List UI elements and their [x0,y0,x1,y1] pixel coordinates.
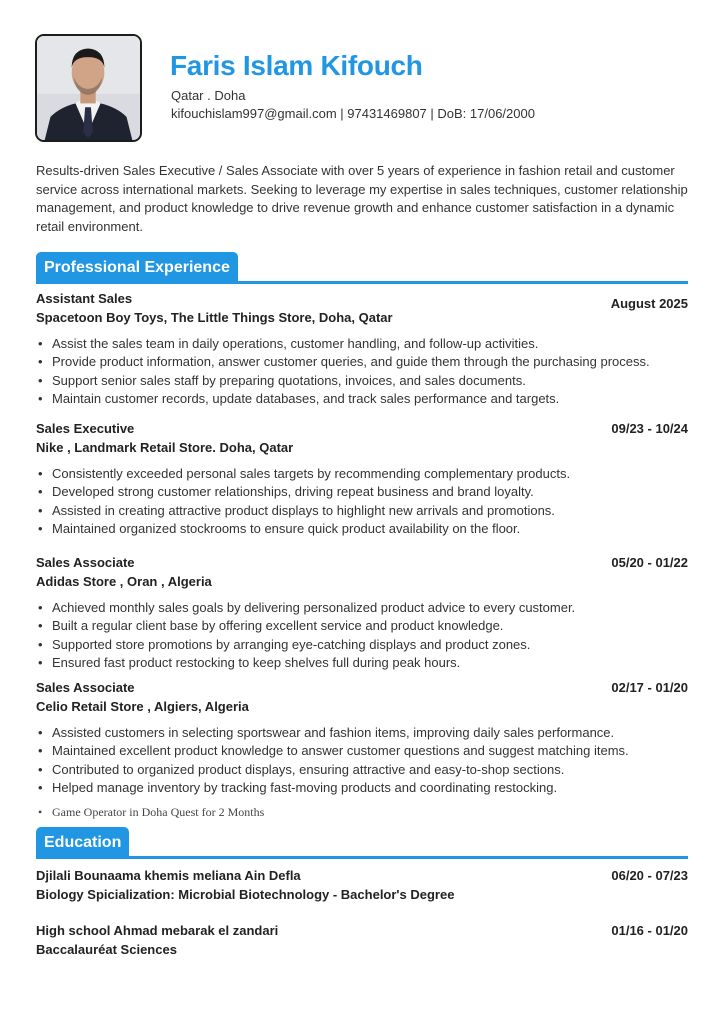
education-school: High school Ahmad mebarak el zandari [36,923,279,938]
list-item: • Supported store promotions by arranging eye-catching displays and product zones. [36,636,688,654]
education-entry [36,866,688,904]
list-item: • Contributed to organized product displays, ensuring attractive and easy-to-shop sections. [36,761,688,779]
list-item: • Maintained excellent product knowledge to answer customer questions and suggest matching items. [36,742,688,760]
list-item: • Ensured fast product restocking to keep shelves full during peak hours. [36,654,688,672]
job-entry [36,554,688,672]
job-date: August 2025 [610,296,688,311]
profile-photo [35,34,142,142]
job-entry [36,290,688,408]
section-divider [36,281,688,284]
list-item: • Achieved monthly sales goals by delivering personalized product advice to every customer. [36,599,688,617]
job-entry [36,420,688,538]
person-portrait-icon [37,36,140,140]
job-date: 02/17 - 01/20 [611,680,688,695]
education-degree: Biology Spicialization: Microbial Biotechnology - Bachelor's Degree [36,887,455,902]
list-item: • Assist the sales team in daily operations, customer handling, and follow-up activities. [36,335,688,353]
education-degree: Baccalauréat Sciences [36,942,177,957]
job-company: Adidas Store , Oran , Algeria [36,574,212,589]
list-item: • Maintain customer records, update databases, and track sales performance and targets. [36,390,688,408]
job-title: Sales Executive [36,421,135,436]
job-company: Nike , Landmark Retail Store. Doha, Qatar [36,440,294,455]
job-date: 05/20 - 01/22 [611,555,688,570]
job-date: 09/23 - 10/24 [611,421,688,436]
list-item: • Developed strong customer relationships, driving repeat business and brand loyalty. [36,483,688,501]
candidate-contact: kifouchislam997@gmail.com | 97431469807 | DoB: 17/06/2000 [171,106,535,121]
education-date: 01/16 - 01/20 [611,923,688,938]
candidate-location: Qatar . Doha [171,88,246,103]
job-bullets [36,335,688,408]
section-divider [36,856,688,859]
job-bullets [36,724,688,797]
list-item: • Built a regular client base by offering excellent service and product knowledge. [36,617,688,635]
summary-paragraph: Results-driven Sales Executive / Sales Associate with over 5 years of experience in fashion retail and customer service across international markets. Seeking to leverage my expertise in sales techniques, customer relationship management, and product knowledge to drive revenue growth and enhance customer satisfaction in a dynamic retail environment. [36,163,688,234]
job-company: Celio Retail Store , Algiers, Algeria [36,699,249,714]
education-date: 06/20 - 07/23 [611,868,688,883]
job-entry [36,679,688,797]
list-item: • Assisted customers in selecting sportswear and fashion items, improving daily sales performance. [36,724,688,742]
list-item: • Consistently exceeded personal sales targets by recommending complementary products. [36,465,688,483]
education-section-header [36,827,688,859]
job-title: Assistant Sales [36,291,133,306]
list-item: • Provide product information, answer customer queries, and guide them through the purchasing process. [36,353,688,371]
extra-experience-item: • Game Operator in Doha Quest for 2 Months [36,805,264,820]
job-title: Sales Associate [36,555,135,570]
job-title: Sales Associate [36,680,135,695]
education-school: Djilali Bounaama khemis meliana Ain Defla [36,868,301,883]
list-item: • Maintained organized stockrooms to ensure quick product availability on the floor. [36,520,688,538]
education-entry [36,921,688,959]
candidate-name: Faris Islam Kifouch [170,50,423,81]
list-item: • Helped manage inventory by tracking fast-moving products and coordinating restocking. [36,779,688,797]
education-heading: Education [36,827,129,858]
experience-heading: Professional Experience [36,252,238,283]
list-item: • Assisted in creating attractive product displays to highlight new arrivals and promotions. [36,502,688,520]
experience-section-header [36,252,688,284]
list-item: • Support senior sales staff by preparing quotations, invoices, and sales documents. [36,372,688,390]
job-bullets [36,465,688,538]
job-company: Spacetoon Boy Toys, The Little Things Store, Doha, Qatar [36,310,393,325]
job-bullets [36,599,688,672]
